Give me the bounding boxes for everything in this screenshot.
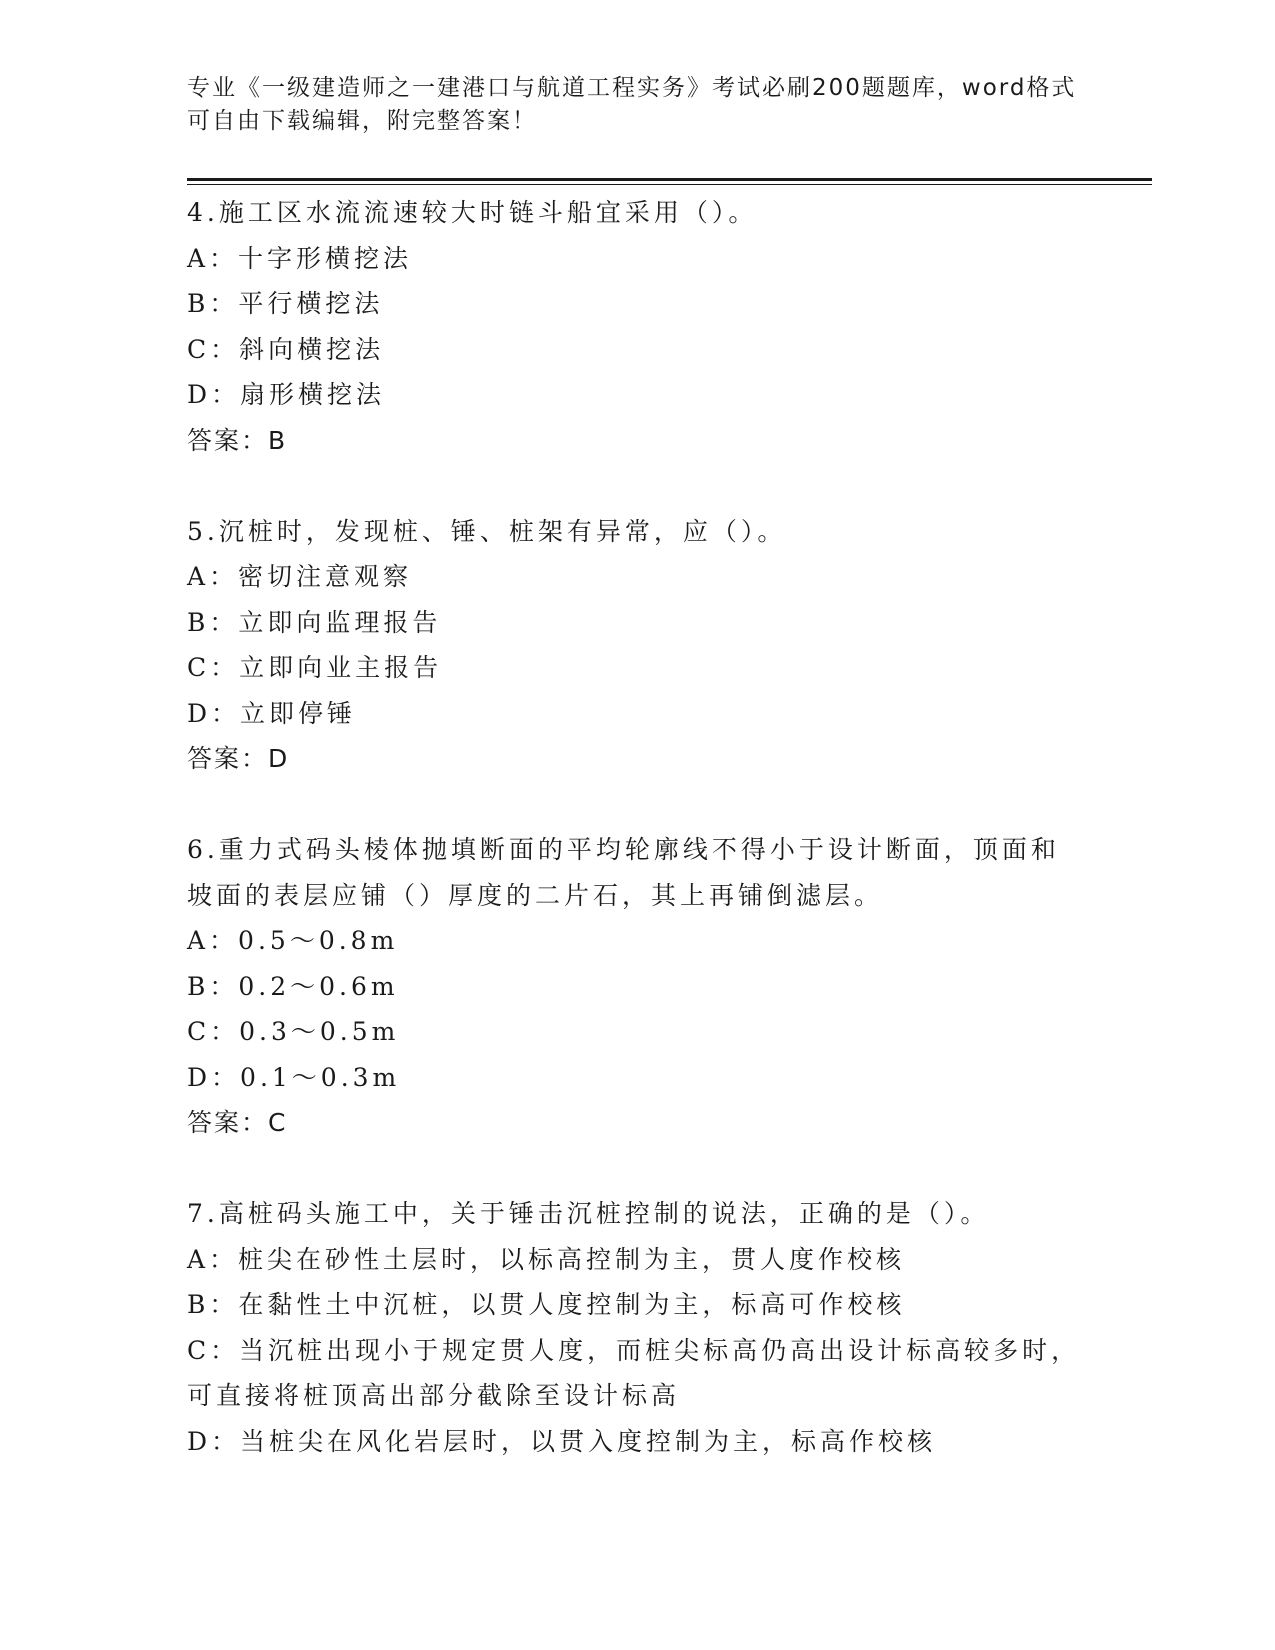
question-stem-line: 7.高桩码头施工中，关于锤击沉桩控制的说法，正确的是（）。 [187,1199,990,1228]
option-a: A：十字形横挖法 [187,243,413,273]
answer: 答案：B [187,425,288,455]
option-c: C：0.3～0.5m [187,1017,400,1046]
answer: 答案：C [187,1108,288,1137]
question-5 [187,509,1107,782]
option-b: B：立即向监理报告 [187,607,442,637]
option-c: C：立即向业主报告 [187,653,443,682]
answer: 答案：D [187,744,290,773]
question-stem [187,827,1107,918]
question-list [187,190,1107,1464]
question-spacer [187,1146,1107,1192]
header-divider-thin [187,184,1152,185]
question-spacer [187,782,1107,828]
question-7 [187,1191,1107,1464]
question-stem [187,509,1107,555]
option-c: C：斜向横挖法 [187,334,385,364]
option-d: D：扇形横挖法 [187,380,386,409]
option-d: D：立即停锤 [187,698,357,728]
question-spacer [187,463,1107,509]
header-divider-thick [187,178,1152,181]
header-line-2: 可自由下载编辑，附完整答案！ [187,108,537,134]
question-stem [187,190,1107,236]
option-c: C：当沉桩出现小于规定贯人度，而桩尖标高仍高出设计标高较多时， [187,1335,1081,1365]
option-a: A：0.5～0.8m [187,926,399,955]
option-c-continued: 可直接将桩顶高出部分截除至设计标高 [187,1381,681,1410]
question-stem-line: 4.施工区水流流速较大时链斗船宜采用（）。 [187,198,758,227]
header-line-1: 专业《一级建造师之一建港口与航道工程实务》考试必刷200题题库，word格式 [187,75,1077,101]
document-header [187,72,1087,138]
option-d: D：当桩尖在风化岩层时，以贯入度控制为主，标高作校核 [187,1426,937,1456]
question-stem-line: 6.重力式码头棱体抛填断面的平均轮廓线不得小于设计断面，顶面和 [187,835,1060,864]
option-a: A：密切注意观察 [187,562,413,591]
option-b: B：平行横挖法 [187,289,384,318]
question-stem-line: 坡面的表层应铺（）厚度的二片石，其上再铺倒滤层。 [187,880,884,910]
question-stem [187,1191,1107,1237]
option-b: B：在黏性土中沉桩，以贯人度控制为主，标高可作校核 [187,1290,906,1319]
question-stem-line: 5.沉桩时，发现桩、锤、桩架有异常，应（）。 [187,516,787,546]
option-b: B：0.2～0.6m [187,971,399,1001]
question-6 [187,827,1107,1146]
option-a: A：桩尖在砂性土层时，以标高控制为主，贯人度作校核 [187,1244,906,1274]
option-d: D：0.1～0.3m [187,1062,401,1092]
question-4 [187,190,1107,463]
